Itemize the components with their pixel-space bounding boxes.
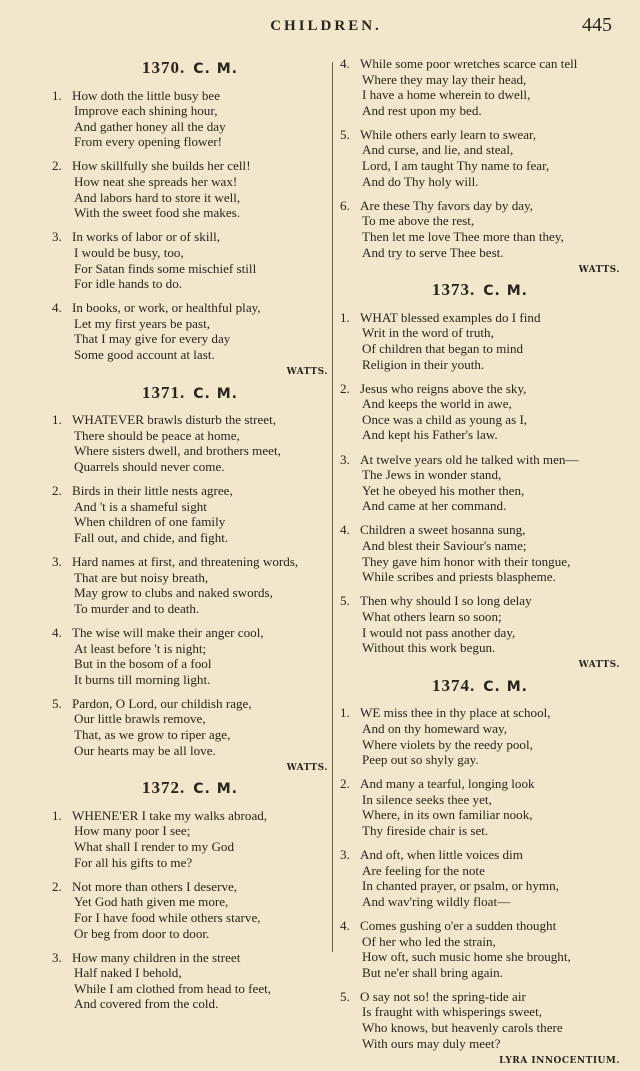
verse-line <box>52 808 328 824</box>
verse-text: While scribes and priests blaspheme. <box>362 569 556 585</box>
stanza <box>52 483 328 545</box>
verse-line <box>340 569 620 585</box>
verse-text: Then let me love Thee more than they, <box>362 228 564 244</box>
hymn-meter: C. M. <box>193 385 238 402</box>
stanza <box>340 705 620 767</box>
verse-line <box>52 483 328 499</box>
verse-line <box>340 949 620 965</box>
verse-text: At least before 't is night; <box>74 640 207 656</box>
verse-line <box>52 190 328 206</box>
verse-text: And blest their Saviour's name; <box>362 538 527 554</box>
page-header <box>40 16 612 42</box>
verse-line <box>52 459 328 475</box>
stanza-number: 1. <box>52 412 62 428</box>
verse-line <box>340 396 620 412</box>
verse-text: That I may give for every day <box>74 331 231 347</box>
verse-text: Or beg from door to door. <box>74 925 210 941</box>
stanza <box>340 452 620 514</box>
author-attribution: WATTS. <box>286 367 328 378</box>
verse-text: Yet God hath given me more, <box>74 894 229 910</box>
verse-text: In silence seeks thee yet, <box>362 791 492 807</box>
verse-line <box>52 428 328 444</box>
hymn-block <box>52 780 328 1012</box>
verse-text: And wav'ring wildly float— <box>362 893 511 909</box>
verse-text: I have a home wherein to dwell, <box>362 87 531 103</box>
stanza-number: 1. <box>52 87 62 103</box>
stanza <box>52 808 328 870</box>
verse-line <box>340 792 620 808</box>
hymn-number: 1371. <box>142 382 186 402</box>
stanza <box>52 300 328 362</box>
verse-line <box>340 752 620 768</box>
verse-text: While some poor wretches scarce can tell <box>360 56 578 71</box>
hymn-meter: C. M. <box>193 61 238 77</box>
verse-line <box>340 989 620 1005</box>
stanza <box>52 158 328 220</box>
verse-line <box>52 514 328 530</box>
verse-line <box>52 229 328 245</box>
verse-text: Religion in their youth. <box>362 356 485 372</box>
verse-line <box>340 483 620 499</box>
verse-line <box>340 934 620 950</box>
stanza-number: 6. <box>340 197 350 213</box>
stanza-number: 3. <box>340 847 350 863</box>
hymn-block <box>340 675 620 1070</box>
hymn-block <box>52 382 328 777</box>
verse-text: How many children in the street <box>72 949 241 965</box>
verse-text: Thy fireside chair is set. <box>362 823 489 839</box>
verse-text: To me above the rest, <box>362 213 475 229</box>
verse-text: I would be busy, too, <box>74 244 184 260</box>
hymn-number: 1373. <box>432 280 476 300</box>
verse-line <box>340 127 620 143</box>
verse-text: And covered from the cold. <box>74 996 219 1012</box>
hymn-number-heading <box>52 780 328 798</box>
verse-line <box>340 1004 620 1020</box>
verse-text: Where, in its own familiar nook, <box>362 807 533 823</box>
verse-text: WHENE'ER I take my walks abroad, <box>72 807 268 823</box>
verse-line <box>340 87 620 103</box>
stanza <box>340 847 620 909</box>
verse-text: Lord, I am taught Thy name to fear, <box>362 158 550 174</box>
verse-line <box>340 823 620 839</box>
verse-line <box>340 965 620 981</box>
stanza <box>340 776 620 838</box>
hymn-number: 1372. <box>142 778 186 798</box>
verse-text: WHATEVER brawls disturb the street, <box>72 412 277 428</box>
verse-text: And rest upon my bed. <box>362 102 482 118</box>
stanza <box>340 310 620 372</box>
verse-text: Improve each shining hour, <box>74 103 218 119</box>
verse-text: To murder and to death. <box>74 600 200 616</box>
stanza <box>340 381 620 443</box>
verse-line <box>340 452 620 468</box>
verse-line <box>340 229 620 245</box>
verse-text: Then why should I so long delay <box>360 593 532 609</box>
verse-line <box>340 918 620 934</box>
verse-text: But ne'er shall bring again. <box>362 964 503 980</box>
verse-line <box>52 261 328 277</box>
verse-line <box>52 855 328 871</box>
hymn-number-heading <box>340 675 620 696</box>
stanza-number: 2. <box>52 158 62 174</box>
verse-line <box>52 103 328 119</box>
verse-text: When children of one family <box>74 514 226 530</box>
verse-text: Are these Thy favors day by day, <box>360 197 534 213</box>
verse-text: And keeps the world in awe, <box>362 396 512 412</box>
verse-line <box>52 696 328 712</box>
hymn-block <box>340 282 620 674</box>
verse-line <box>52 119 328 135</box>
stanza-number: 5. <box>340 126 350 142</box>
verse-line <box>340 245 620 261</box>
verse-line <box>340 554 620 570</box>
verse-line <box>52 331 328 347</box>
verse-text: O say not so! the spring-tide air <box>360 988 526 1004</box>
stanza-number: 4. <box>340 522 350 538</box>
verse-text: What others learn so soon; <box>362 608 502 624</box>
verse-text: Peep out so shyly gay. <box>362 752 479 768</box>
verse-line <box>340 721 620 737</box>
verse-line <box>340 72 620 88</box>
stanza <box>52 696 328 758</box>
verse-line <box>52 443 328 459</box>
verse-line <box>340 158 620 174</box>
verse-line <box>52 727 328 743</box>
verse-text: And 't is a shameful sight <box>74 498 207 514</box>
stanza-number: 4. <box>340 918 350 933</box>
verse-text: Birds in their little nests agree, <box>72 483 233 499</box>
verse-text: For I have food while others starve, <box>74 909 261 925</box>
verse-text: How skillfully she builds her cell! <box>72 158 251 174</box>
verse-line <box>340 498 620 514</box>
verse-text: How doth the little busy bee <box>72 87 221 103</box>
verse-line <box>340 593 620 609</box>
hymn-number: 1370. <box>142 58 186 77</box>
verse-line <box>52 711 328 727</box>
verse-line <box>340 737 620 753</box>
verse-line <box>52 601 328 617</box>
hymn-number-heading <box>340 282 620 300</box>
stanza-number: 4. <box>340 56 350 71</box>
verse-line <box>340 213 620 229</box>
verse-text: Half naked I behold, <box>74 965 182 981</box>
verse-line <box>340 776 620 792</box>
verse-line <box>52 641 328 657</box>
stanza <box>52 88 328 150</box>
hymn-meter: C. M. <box>193 781 238 798</box>
verse-text: Hard names at first, and threatening words, <box>72 554 299 570</box>
verse-text: Where violets by the reedy pool, <box>362 736 533 752</box>
verse-text: The wise will make their anger cool, <box>72 624 264 640</box>
hymn-block <box>340 56 620 278</box>
verse-line <box>340 467 620 483</box>
verse-line <box>340 878 620 894</box>
verse-text: And many a tearful, longing look <box>360 776 535 792</box>
verse-line <box>340 325 620 341</box>
verse-text: In books, or work, or healthful play, <box>72 300 261 316</box>
verse-line <box>52 823 328 839</box>
verse-text: WE miss thee in thy place at school, <box>360 705 551 721</box>
verse-text: From every opening flower! <box>74 134 222 150</box>
author-attribution: WATTS. <box>578 660 620 671</box>
verse-text: Is fraught with whisperings sweet, <box>362 1004 543 1020</box>
verse-line <box>340 56 620 72</box>
verse-text: Our little brawls remove, <box>74 711 206 727</box>
verse-line <box>340 705 620 721</box>
verse-text: Comes gushing o'er a sudden thought <box>360 918 557 933</box>
verse-text: Once was a child as young as I, <box>362 411 528 427</box>
stanza-number: 3. <box>52 949 62 965</box>
author-attribution: LYRA INNOCENTIUM. <box>499 1055 620 1066</box>
verse-line <box>52 910 328 926</box>
verse-line <box>340 103 620 119</box>
verse-text: And kept his Father's law. <box>362 427 498 443</box>
running-title: CHILDREN. <box>270 18 382 34</box>
page-number: 445 <box>582 14 612 36</box>
verse-line <box>340 427 620 443</box>
verse-text: I would not pass another day, <box>362 624 516 640</box>
verse-line <box>340 310 620 326</box>
verse-line <box>340 174 620 190</box>
stanza-number: 5. <box>52 695 62 711</box>
verse-line <box>340 381 620 397</box>
author-attribution: WATTS. <box>286 762 328 773</box>
stanza <box>340 989 620 1051</box>
verse-line <box>340 847 620 863</box>
verse-line <box>340 625 620 641</box>
verse-line <box>340 863 620 879</box>
verse-text: And oft, when little voices dim <box>360 847 523 863</box>
verse-line <box>340 357 620 373</box>
verse-line <box>52 839 328 855</box>
verse-text: At twelve years old he talked with men— <box>360 451 579 467</box>
stanza <box>52 229 328 291</box>
verse-line <box>340 640 620 656</box>
verse-text: Jesus who reigns above the sky, <box>360 380 527 396</box>
verse-text: Writ in the word of truth, <box>362 325 494 341</box>
verse-text: How neat she spreads her wax! <box>74 174 238 190</box>
stanza <box>52 625 328 687</box>
verse-line <box>340 894 620 910</box>
stanza-number: 3. <box>52 229 62 245</box>
verse-text: In chanted prayer, or psalm, or hymn, <box>362 878 559 894</box>
stanza-number: 1. <box>340 309 350 325</box>
verse-line <box>52 554 328 570</box>
verse-line <box>52 412 328 428</box>
verse-line <box>52 965 328 981</box>
author-attribution: WATTS. <box>578 264 620 275</box>
verse-text: Of her who led the strain, <box>362 933 496 949</box>
verse-line <box>52 88 328 104</box>
verse-text: Without this work begun. <box>362 640 496 656</box>
verse-line <box>52 625 328 641</box>
verse-line <box>52 894 328 910</box>
verse-text: Let my first years be past, <box>74 315 210 331</box>
hymn-number: 1374. <box>432 675 476 695</box>
verse-line <box>52 347 328 363</box>
verse-text: For Satan finds some mischief still <box>74 260 257 276</box>
stanza-number: 2. <box>340 776 350 792</box>
verse-text: They gave him honor with their tongue, <box>362 553 571 569</box>
stanza-number: 5. <box>340 593 350 609</box>
verse-line <box>340 807 620 823</box>
stanza-number: 2. <box>340 380 350 396</box>
stanza <box>340 198 620 260</box>
verse-text: Fall out, and chide, and fight. <box>74 529 229 545</box>
verse-line <box>52 134 328 150</box>
verse-line <box>52 499 328 515</box>
verse-line <box>52 316 328 332</box>
verse-line <box>340 412 620 428</box>
right-column <box>340 56 620 1071</box>
verse-line <box>52 743 328 759</box>
verse-text: It burns till morning light. <box>74 671 211 687</box>
verse-line <box>340 609 620 625</box>
verse-text: And labors hard to store it well, <box>74 189 241 205</box>
verse-text: May grow to clubs and naked swords, <box>74 585 273 601</box>
left-column <box>52 56 328 1020</box>
verse-text: Who knows, but heavenly carols there <box>362 1020 563 1036</box>
verse-text: That, as we grow to riper age, <box>74 726 231 742</box>
stanza-number: 3. <box>52 554 62 570</box>
verse-text: The Jews in wonder stand, <box>362 467 502 483</box>
verse-text: That are but noisy breath, <box>74 569 209 585</box>
verse-line <box>340 1036 620 1052</box>
hymn-number-heading <box>52 382 328 403</box>
verse-line <box>52 950 328 966</box>
verse-line <box>340 522 620 538</box>
stanza <box>340 593 620 655</box>
hymn-number-heading <box>52 60 328 78</box>
verse-text: But in the bosom of a fool <box>74 656 212 672</box>
verse-line <box>52 276 328 292</box>
verse-text: Some good account at last. <box>74 347 215 362</box>
verse-line <box>52 585 328 601</box>
verse-line <box>52 926 328 942</box>
stanza <box>340 127 620 189</box>
stanza <box>52 554 328 616</box>
verse-line <box>52 300 328 316</box>
verse-text: Children a sweet hosanna sung, <box>360 522 526 538</box>
verse-text: And gather honey all the day <box>74 118 226 134</box>
verse-line <box>340 1020 620 1036</box>
stanza <box>52 412 328 474</box>
verse-text: With ours may duly meet? <box>362 1035 501 1051</box>
verse-text: Where they may lay their head, <box>362 71 527 87</box>
verse-text: And came at her command. <box>362 498 507 514</box>
hymn-block <box>52 60 328 381</box>
verse-line <box>52 981 328 997</box>
verse-text: Our hearts may be all love. <box>74 742 216 758</box>
verse-text: Yet he obeyed his mother then, <box>362 482 525 498</box>
verse-line <box>52 570 328 586</box>
verse-text: And do Thy holy will. <box>362 173 479 189</box>
verse-text: Quarrels should never come. <box>74 459 225 475</box>
verse-text: For idle hands to do. <box>74 276 183 292</box>
verse-line <box>340 341 620 357</box>
verse-text: Where sisters dwell, and brothers meet, <box>74 443 281 459</box>
stanza-number: 1. <box>52 807 62 823</box>
verse-text: WHAT blessed examples do I find <box>360 309 541 325</box>
verse-text: And try to serve Thee best. <box>362 244 504 260</box>
stanza-number: 2. <box>52 878 62 894</box>
stanza <box>52 879 328 941</box>
hymn-meter: C. M. <box>483 283 528 300</box>
stanza <box>340 522 620 584</box>
verse-line <box>340 538 620 554</box>
verse-text: Pardon, O Lord, our childish rage, <box>72 695 252 711</box>
verse-line <box>52 530 328 546</box>
verse-text: Of children that began to mind <box>362 341 524 356</box>
verse-line <box>340 198 620 214</box>
verse-line <box>52 205 328 221</box>
verse-line <box>340 142 620 158</box>
verse-text: What shall I render to my God <box>74 839 234 855</box>
verse-text: While I am clothed from head to feet, <box>74 980 272 996</box>
verse-text: How oft, such music home she brought, <box>362 949 571 965</box>
verse-text: Are feeling for the note <box>362 862 485 878</box>
verse-line <box>52 879 328 895</box>
verse-text: How many poor I see; <box>74 823 191 839</box>
stanza-number: 2. <box>52 483 62 499</box>
verse-line <box>52 996 328 1012</box>
verse-text: In works of labor or of skill, <box>72 229 221 245</box>
verse-text: While others early learn to swear, <box>360 126 537 142</box>
verse-text: With the sweet food she makes. <box>74 205 241 221</box>
verse-line <box>52 245 328 261</box>
verse-text: And curse, and lie, and steal, <box>362 142 514 158</box>
verse-text: And on thy homeward way, <box>362 720 507 736</box>
stanza-number: 3. <box>340 451 350 467</box>
verse-text: For all his gifts to me? <box>74 854 193 870</box>
stanza-number: 4. <box>52 300 62 316</box>
column-divider <box>332 62 333 952</box>
verse-line <box>52 158 328 174</box>
hymn-meter: C. M. <box>483 678 528 695</box>
verse-text: Not more than others I deserve, <box>72 878 238 894</box>
stanza <box>340 56 620 118</box>
stanza-number: 1. <box>340 705 350 721</box>
stanza <box>340 918 620 980</box>
stanza-number: 4. <box>52 624 62 640</box>
verse-text: There should be peace at home, <box>74 427 240 443</box>
stanza-number: 5. <box>340 988 350 1004</box>
verse-line <box>52 174 328 190</box>
verse-line <box>52 656 328 672</box>
verse-line <box>52 672 328 688</box>
